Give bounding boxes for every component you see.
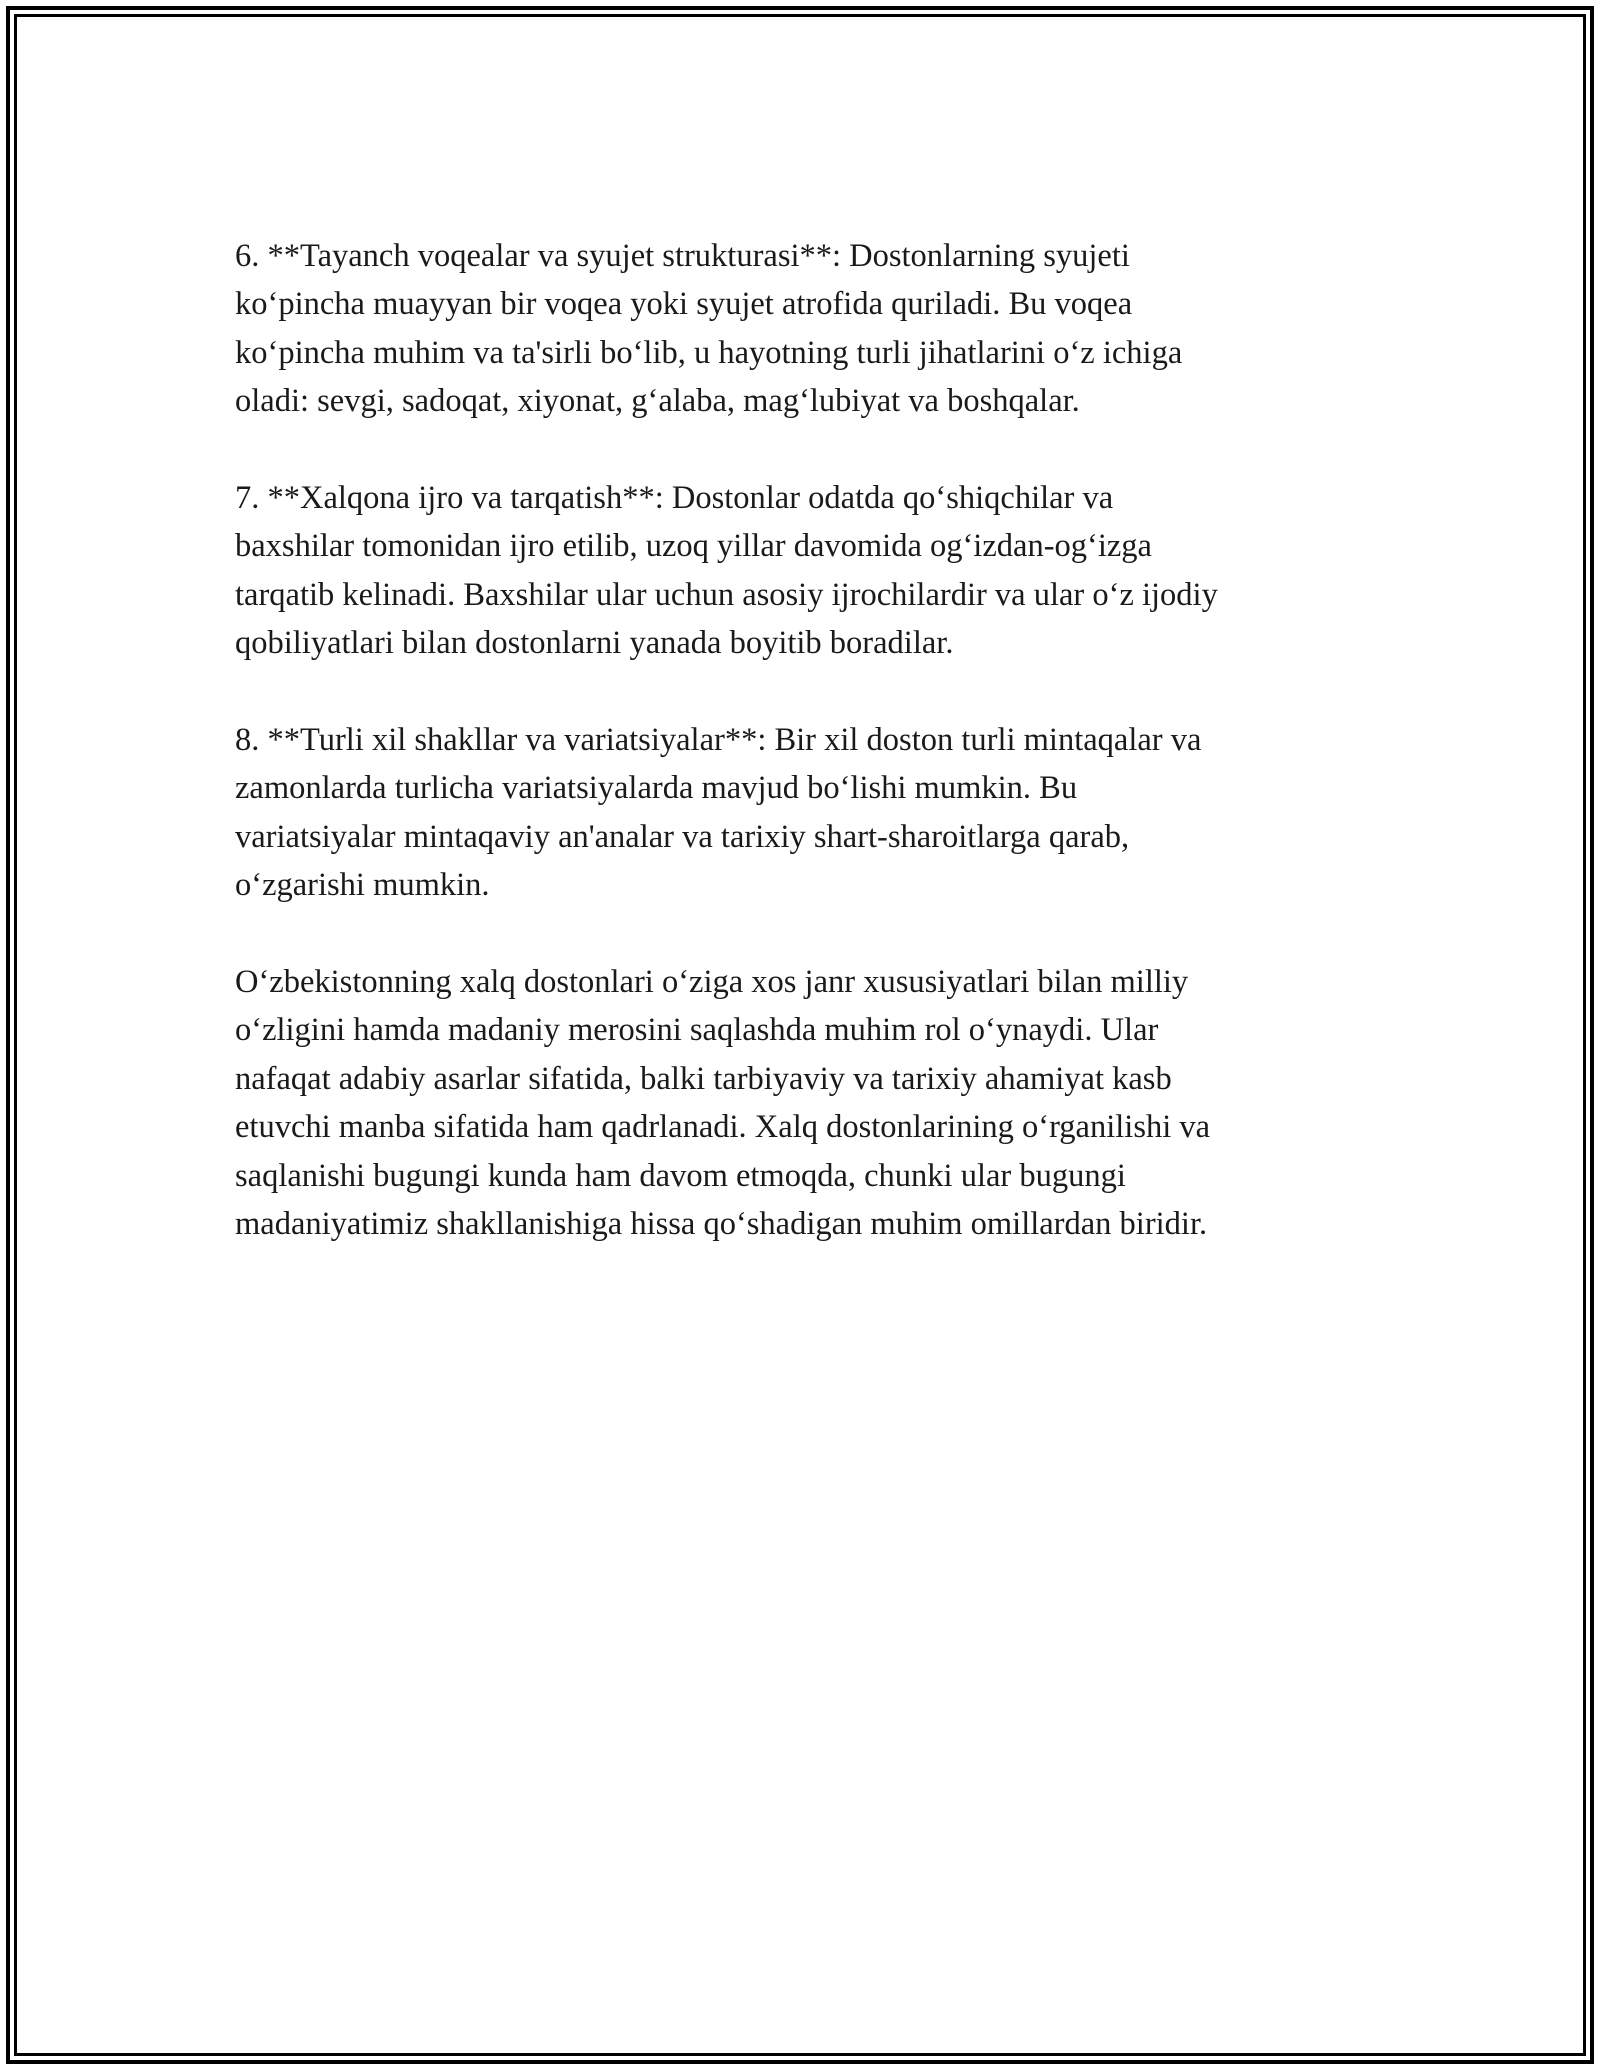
text-line: oladi: sevgi, sadoqat, xiyonat, g‘alaba, mag‘lubiyat va boshqalar. [235,383,1080,420]
text-line: 8. **Turli xil shakllar va variatsiyalar**: Bir xil doston turli mintaqalar va [235,722,1202,759]
paragraph-8-variations [235,716,1375,910]
text-line: qobiliyatlari bilan dostonlarni yanada boyitib boradilar. [235,625,954,662]
text-line: tarqatib kelinadi. Baxshilar ular uchun asosiy ijrochilardir va ular o‘z ijodiy [235,576,1218,613]
text-line: ko‘pincha muayyan bir voqea yoki syujet atrofida quriladi. Bu voqea [235,286,1133,323]
text-line: 6. **Tayanch voqealar va syujet strukturasi**: Dostonlarning syujeti [235,238,1130,274]
text-line: variatsiyalar mintaqaviy an'analar va tarixiy shart-sharoitlarga qarab, [235,818,1130,855]
text-line: etuvchi manba sifatida ham qadrlanadi. Xalq dostonlarining o‘rganilishi va [235,1109,1211,1146]
text-line: madaniyatimiz shakllanishiga hissa qo‘shadigan muhim omillardan biridir. [235,1206,1208,1243]
paragraph-6-plot-structure [235,232,1375,426]
paragraph-7-folk-performance [235,474,1375,668]
text-line: zamonlarda turlicha variatsiyalarda mavjud bo‘lishi mumkin. Bu [235,770,1078,807]
text-line: 7. **Xalqona ijro va tarqatish**: Dostonlar odatda qo‘shiqchilar va [235,480,1114,517]
text-line: o‘zligini hamda madaniy merosini saqlashda muhim rol o‘ynaydi. Ular [235,1012,1159,1049]
text-line: ko‘pincha muhim va ta'sirli bo‘lib, u hayotning turli jihatlarini o‘z ichiga [235,334,1183,371]
text-line: o‘zgarishi mumkin. [235,867,490,904]
text-line: nafaqat adabiy asarlar sifatida, balki tarbiyaviy va tarixiy ahamiyat kasb [235,1060,1172,1097]
text-line: saqlanishi bugungi kunda ham davom etmoqda, chunki ular bugungi [235,1157,1126,1194]
paragraph-conclusion [235,958,1375,1248]
text-line: baxshilar tomonidan ijro etilib, uzoq yillar davomida og‘izdan-og‘izga [235,528,1152,565]
document-body [235,232,1375,1248]
text-line: O‘zbekistonning xalq dostonlari o‘ziga xos janr xususiyatlari bilan milliy [235,964,1189,1001]
